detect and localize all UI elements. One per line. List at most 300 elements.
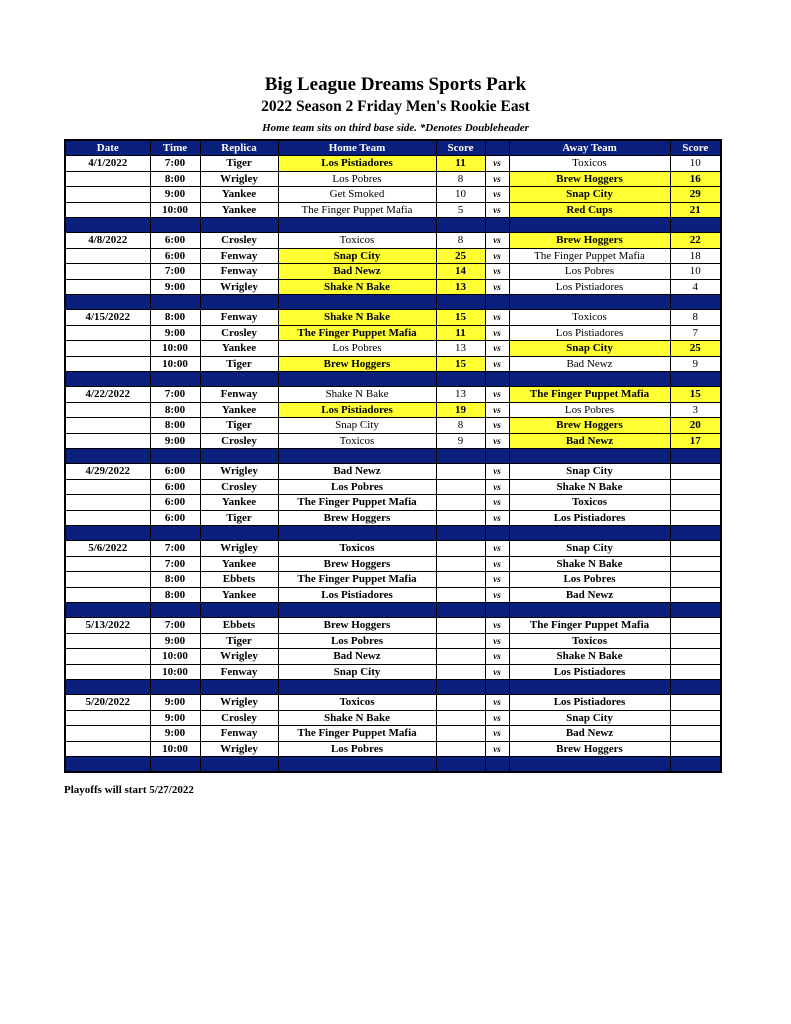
home-team-cell: Shake N Bake [278,387,436,403]
time-cell: 9:00 [150,710,200,726]
replica-cell: Wrigley [200,741,278,757]
separator-cell [509,295,670,310]
replica-cell: Tiger [200,510,278,526]
away-team-cell: The Finger Puppet Mafia [509,618,670,634]
away-score-cell [670,695,721,711]
home-score-cell [436,741,485,757]
separator-cell [670,218,721,233]
away-score-cell: 10 [670,156,721,172]
home-team-cell: Shake N Bake [278,279,436,295]
time-cell: 10:00 [150,741,200,757]
time-cell: 6:00 [150,233,200,249]
home-team-cell: Toxicos [278,541,436,557]
time-cell: 6:00 [150,248,200,264]
separator-cell [150,680,200,695]
away-team-cell: Los Pistiadores [509,664,670,680]
date-cell [65,356,150,372]
separator-cell [485,295,509,310]
time-cell: 9:00 [150,695,200,711]
home-score-cell: 8 [436,418,485,434]
date-cell [65,418,150,434]
away-score-cell [670,541,721,557]
vs-cell: vs [485,356,509,372]
time-cell: 10:00 [150,341,200,357]
table-row [65,479,721,495]
replica-cell: Wrigley [200,695,278,711]
vs-cell: vs [485,310,509,326]
time-cell: 10:00 [150,202,200,218]
home-team-cell: Bad Newz [278,649,436,665]
separator-cell [509,449,670,464]
home-score-cell [436,572,485,588]
separator-cell [509,603,670,618]
away-team-cell: Snap City [509,464,670,480]
schedule-body [65,156,721,773]
away-score-cell: 16 [670,171,721,187]
table-row [65,402,721,418]
table-row [65,464,721,480]
date-cell: 4/22/2022 [65,387,150,403]
away-score-cell [670,464,721,480]
date-cell [65,664,150,680]
home-team-cell: Brew Hoggers [278,556,436,572]
page-title: Big League Dreams Sports Park [264,74,527,95]
away-score-cell: 3 [670,402,721,418]
home-team-cell: Los Pistiadores [278,156,436,172]
separator-cell [278,603,436,618]
replica-cell: Wrigley [200,541,278,557]
time-cell: 6:00 [150,510,200,526]
replica-cell: Fenway [200,248,278,264]
replica-cell: Crosley [200,479,278,495]
away-team-cell: Shake N Bake [509,479,670,495]
home-score-cell [436,464,485,480]
away-team-cell: Los Pobres [509,402,670,418]
time-cell: 9:00 [150,279,200,295]
date-cell [65,587,150,603]
vs-cell: vs [485,633,509,649]
away-score-cell [670,726,721,742]
separator-cell [670,295,721,310]
date-cell [65,187,150,203]
separator-cell [278,526,436,541]
time-cell: 7:00 [150,618,200,634]
time-cell: 9:00 [150,325,200,341]
away-score-cell: 21 [670,202,721,218]
date-cell [65,341,150,357]
separator-cell [150,526,200,541]
separator-cell [436,295,485,310]
away-score-cell: 7 [670,325,721,341]
vs-cell: vs [485,187,509,203]
replica-cell: Wrigley [200,649,278,665]
home-score-cell [436,726,485,742]
replica-cell: Fenway [200,264,278,280]
column-header-home-team: Home Team [278,140,436,156]
date-cell [65,710,150,726]
vs-cell: vs [485,649,509,665]
separator-cell [200,295,278,310]
home-team-cell: Snap City [278,664,436,680]
table-row [65,233,721,249]
separator-cell [150,295,200,310]
separator-cell [200,218,278,233]
date-cell [65,264,150,280]
away-score-cell [670,479,721,495]
column-header-away-score: Score [670,140,721,156]
replica-cell: Yankee [200,556,278,572]
table-row [65,556,721,572]
away-team-cell: Los Pistiadores [509,325,670,341]
replica-cell: Fenway [200,664,278,680]
home-score-cell [436,556,485,572]
away-team-cell: Los Pobres [509,572,670,588]
replica-cell: Wrigley [200,171,278,187]
separator-cell [670,526,721,541]
week-separator [65,680,721,695]
away-score-cell [670,649,721,665]
home-team-cell: Bad Newz [278,464,436,480]
schedule-table [64,139,722,773]
vs-cell: vs [485,695,509,711]
home-score-cell [436,710,485,726]
away-score-cell: 25 [670,341,721,357]
date-cell: 4/29/2022 [65,464,150,480]
week-separator [65,757,721,773]
separator-cell [670,372,721,387]
date-cell [65,248,150,264]
table-row [65,264,721,280]
home-score-cell: 8 [436,171,485,187]
table-row [65,587,721,603]
vs-cell: vs [485,418,509,434]
separator-cell [436,526,485,541]
vs-cell: vs [485,264,509,280]
time-cell: 8:00 [150,572,200,588]
separator-cell [150,757,200,773]
home-team-cell: Brew Hoggers [278,356,436,372]
separator-cell [200,680,278,695]
table-row [65,695,721,711]
replica-cell: Fenway [200,310,278,326]
date-cell [65,572,150,588]
home-score-cell: 11 [436,325,485,341]
vs-cell: vs [485,710,509,726]
home-score-cell: 8 [436,233,485,249]
home-team-cell: Get Smoked [278,187,436,203]
vs-cell: vs [485,495,509,511]
away-team-cell: Bad Newz [509,726,670,742]
away-score-cell: 18 [670,248,721,264]
table-row [65,187,721,203]
table-row [65,495,721,511]
home-score-cell [436,664,485,680]
vs-cell: vs [485,325,509,341]
playoffs-note: Playoffs will start 5/27/2022 [64,784,194,796]
away-team-cell: Toxicos [509,495,670,511]
time-cell: 9:00 [150,187,200,203]
home-score-cell [436,695,485,711]
date-cell: 5/13/2022 [65,618,150,634]
home-score-cell [436,479,485,495]
time-cell: 9:00 [150,433,200,449]
table-row [65,633,721,649]
separator-cell [485,603,509,618]
time-cell: 9:00 [150,633,200,649]
time-cell: 10:00 [150,664,200,680]
separator-cell [485,526,509,541]
home-team-cell: Brew Hoggers [278,618,436,634]
home-score-cell [436,510,485,526]
separator-cell [278,295,436,310]
away-team-cell: Los Pistiadores [509,510,670,526]
away-team-cell: Toxicos [509,156,670,172]
separator-cell [65,295,150,310]
away-team-cell: Toxicos [509,310,670,326]
home-team-cell: Los Pobres [278,171,436,187]
separator-cell [436,218,485,233]
date-cell: 5/6/2022 [65,541,150,557]
home-team-cell: Los Pobres [278,741,436,757]
separator-cell [150,218,200,233]
away-team-cell: Los Pistiadores [509,279,670,295]
table-row [65,649,721,665]
date-cell [65,495,150,511]
date-cell [65,325,150,341]
vs-cell: vs [485,279,509,295]
away-score-cell: 9 [670,356,721,372]
home-team-cell: Los Pobres [278,341,436,357]
table-row [65,618,721,634]
replica-cell: Tiger [200,156,278,172]
separator-cell [200,603,278,618]
table-row [65,726,721,742]
date-cell: 4/15/2022 [65,310,150,326]
away-score-cell: 4 [670,279,721,295]
separator-cell [509,372,670,387]
replica-cell: Tiger [200,633,278,649]
week-separator [65,603,721,618]
vs-cell: vs [485,387,509,403]
separator-cell [150,372,200,387]
away-team-cell: Shake N Bake [509,649,670,665]
column-header-away-team: Away Team [509,140,670,156]
home-team-cell: Toxicos [278,233,436,249]
separator-cell [436,757,485,773]
away-team-cell: Brew Hoggers [509,171,670,187]
away-team-cell: Toxicos [509,633,670,649]
date-cell [65,633,150,649]
table-row [65,310,721,326]
separator-cell [65,526,150,541]
separator-cell [485,680,509,695]
home-score-cell: 15 [436,356,485,372]
table-row [65,418,721,434]
separator-cell [150,449,200,464]
table-row [65,248,721,264]
table-row [65,433,721,449]
time-cell: 6:00 [150,464,200,480]
separator-cell [278,449,436,464]
separator-cell [200,449,278,464]
replica-cell: Yankee [200,587,278,603]
home-team-cell: Shake N Bake [278,710,436,726]
vs-cell: vs [485,541,509,557]
date-cell [65,202,150,218]
separator-cell [509,218,670,233]
time-cell: 10:00 [150,649,200,665]
table-row [65,387,721,403]
home-score-cell: 13 [436,341,485,357]
table-row [65,279,721,295]
away-score-cell [670,710,721,726]
separator-cell [485,218,509,233]
table-row [65,202,721,218]
vs-cell: vs [485,618,509,634]
date-cell [65,171,150,187]
table-row [65,171,721,187]
home-team-cell: Toxicos [278,695,436,711]
time-cell: 7:00 [150,156,200,172]
vs-cell: vs [485,171,509,187]
away-team-cell: Los Pobres [509,264,670,280]
separator-cell [278,757,436,773]
away-score-cell [670,495,721,511]
separator-cell [509,526,670,541]
vs-cell: vs [485,587,509,603]
home-score-cell [436,541,485,557]
away-team-cell: The Finger Puppet Mafia [509,248,670,264]
replica-cell: Yankee [200,202,278,218]
separator-cell [200,757,278,773]
away-score-cell: 8 [670,310,721,326]
vs-cell: vs [485,664,509,680]
date-cell [65,279,150,295]
column-header-home-score: Score [436,140,485,156]
home-team-cell: Snap City [278,248,436,264]
away-team-cell: Brew Hoggers [509,418,670,434]
separator-cell [278,372,436,387]
replica-cell: Fenway [200,387,278,403]
date-cell [65,741,150,757]
home-score-cell: 10 [436,187,485,203]
table-row [65,572,721,588]
away-score-cell [670,556,721,572]
date-cell: 4/1/2022 [65,156,150,172]
away-score-cell [670,510,721,526]
replica-cell: Crosley [200,325,278,341]
date-cell [65,402,150,418]
column-header-date: Date [65,140,150,156]
replica-cell: Ebbets [200,572,278,588]
home-score-cell [436,633,485,649]
away-team-cell: Brew Hoggers [509,233,670,249]
away-team-cell: The Finger Puppet Mafia [509,387,670,403]
replica-cell: Yankee [200,187,278,203]
date-cell [65,726,150,742]
replica-cell: Wrigley [200,464,278,480]
time-cell: 8:00 [150,171,200,187]
separator-cell [509,757,670,773]
away-team-cell: Snap City [509,341,670,357]
replica-cell: Crosley [200,710,278,726]
away-team-cell: Bad Newz [509,433,670,449]
home-team-cell: Los Pistiadores [278,402,436,418]
home-score-cell: 14 [436,264,485,280]
away-score-cell [670,633,721,649]
separator-cell [509,680,670,695]
separator-cell [200,372,278,387]
home-score-cell [436,618,485,634]
replica-cell: Tiger [200,356,278,372]
home-score-cell: 5 [436,202,485,218]
table-row [65,156,721,172]
separator-cell [150,603,200,618]
home-score-cell [436,587,485,603]
vs-cell: vs [485,248,509,264]
home-score-cell: 15 [436,310,485,326]
separator-cell [436,603,485,618]
home-team-cell: Brew Hoggers [278,510,436,526]
separator-cell [436,449,485,464]
home-team-cell: Los Pistiadores [278,587,436,603]
home-team-cell: The Finger Puppet Mafia [278,325,436,341]
date-cell [65,649,150,665]
table-row [65,541,721,557]
date-cell [65,510,150,526]
table-header-row [65,140,721,156]
vs-cell: vs [485,510,509,526]
table-row [65,356,721,372]
separator-cell [65,372,150,387]
vs-cell: vs [485,726,509,742]
home-team-cell: The Finger Puppet Mafia [278,495,436,511]
time-cell: 9:00 [150,726,200,742]
home-score-cell: 25 [436,248,485,264]
away-score-cell [670,664,721,680]
date-cell: 4/8/2022 [65,233,150,249]
page-note: Home team sits on third base side. *Denotes Doubleheader [262,122,529,134]
date-cell [65,433,150,449]
column-header-time: Time [150,140,200,156]
away-score-cell [670,618,721,634]
separator-cell [65,680,150,695]
separator-cell [670,603,721,618]
week-separator [65,295,721,310]
separator-cell [65,218,150,233]
separator-cell [436,680,485,695]
time-cell: 8:00 [150,418,200,434]
home-team-cell: The Finger Puppet Mafia [278,202,436,218]
vs-cell: vs [485,479,509,495]
away-score-cell [670,572,721,588]
column-header-vs [485,140,509,156]
separator-cell [670,757,721,773]
separator-cell [485,757,509,773]
page-subtitle: 2022 Season 2 Friday Men's Rookie East [261,98,530,115]
home-team-cell: Los Pobres [278,633,436,649]
time-cell: 7:00 [150,541,200,557]
away-score-cell: 20 [670,418,721,434]
separator-cell [485,449,509,464]
time-cell: 7:00 [150,556,200,572]
vs-cell: vs [485,202,509,218]
separator-cell [670,449,721,464]
time-cell: 6:00 [150,495,200,511]
away-team-cell: Los Pistiadores [509,695,670,711]
vs-cell: vs [485,464,509,480]
away-team-cell: Bad Newz [509,587,670,603]
